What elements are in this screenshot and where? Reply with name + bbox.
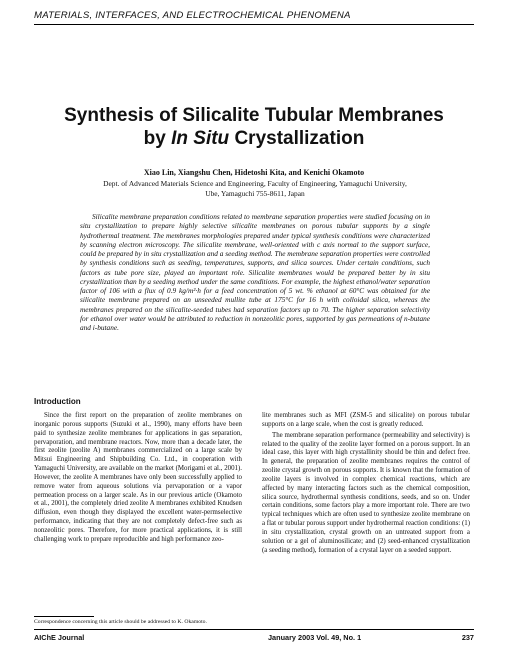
correspondence-footnote: Correspondence concerning this article should be addressed to K. Okamoto. xyxy=(34,619,207,625)
header-rule xyxy=(34,24,474,25)
title-line-1: Synthesis of Silicalite Tubular Membranes xyxy=(64,105,444,126)
title-end: Crystallization xyxy=(229,128,365,149)
author-list: Xiao Lin, Xiangshu Chen, Hidetoshi Kita, and Kenichi Okamoto xyxy=(143,168,365,177)
introduction-heading: Introduction xyxy=(34,397,81,406)
intro-paragraph-1-continued: lite membranes such as MFI (ZSM-5 and silicalite) on porous tubular supports on a large scale, when the cost is greatly reduced. xyxy=(262,412,470,428)
section-heading: MATERIALS, INTERFACES, AND ELECTROCHEMICAL PHENOMENA xyxy=(34,10,351,21)
abstract: Silicalite membrane preparation conditions related to membrane separation properties were studied focusing on in situ crystallization to prepare highly selective silicalite membranes on porous tubular supports by a single hydrothermal treatment. The membranes morphologies prepared under typical synthesis conditions were characterized by scanning electron microscopy. The silicalite membrane, well-oriented with c axis normal to the support surface, could be prepared by in situ crystallization and a seeding method. The membrane separation properties were controlled by synthesis conditions such as seeding, temperatures, supports, and silica sources. Under certain conditions, such factors as tube pore size, played an important role. Silicalite membranes would be prepared better by in situ crystallization than by a seeding method under the same conditions. For example, the highest ethanol/water separation factor of 106 with a flux of 0.9 kg/m²·h for a feed concentration of 5 wt. % ethanol at 60°C was obtained for the silicalite membrane prepared on an unseeded mullite tube at 175°C for 16 h with colloidal silica, whereas the membranes prepared on the silicalite-seeded tubes had separation factors up to 70. The higher separation selectivity for ethanol over water would be attributed to reduction in nonzeolitic pores, supported by gas permeations of n-butane and i-butane. xyxy=(80,212,430,332)
intro-paragraph-2: The membrane separation performance (permeability and selectivity) is related to the quality of the zeolite layer formed on a porous support. In an ideal case, this layer with high crystallinity should be thin and defect free. In general, the preparation of zeolite membranes requires the control of zeolite crystal growth on porous supports. It is known that the formation of zeolite layers is involved in complex chemical reactions, which are affected by many interacting factors such as the chemical composition, silica source, hydrothermal synthesis conditions, seeds, and so on. Under certain conditions, some factors play a more important role. There are two typical techniques which are often used to synthesize zeolite membrane on a flat or tubular porous support under hydrothermal reaction conditions: (1) in situ crystallization, crystal growth on an untreated support from a solution or a gel of aluminosilicate; and (2) seed-enhanced crystallization (a seeding method), formation of a crystal layer on a seeded support. xyxy=(262,431,470,554)
affiliation-line-1: Dept. of Advanced Materials Science and Engineering, Faculty of Engineering, Yamaguchi University, xyxy=(103,179,407,188)
left-column xyxy=(34,412,242,547)
affiliation-line-2: Ube, Yamaguchi 755-8611, Japan xyxy=(205,188,305,198)
title-by: by xyxy=(143,128,172,149)
page-footer xyxy=(34,633,474,644)
right-column xyxy=(262,412,470,558)
issue-info: January 2003 Vol. 49, No. 1 xyxy=(268,633,362,642)
footnote-rule xyxy=(34,616,94,617)
journal-name: AIChE Journal xyxy=(34,633,85,642)
affiliation xyxy=(70,179,440,198)
footer-rule xyxy=(34,629,474,630)
article-title xyxy=(34,104,474,150)
title-in-situ: In Situ xyxy=(171,128,230,149)
page-number: 237 xyxy=(461,633,474,642)
intro-paragraph-1: Since the first report on the preparation of zeolite membranes on inorganic porous supports (Suzuki et al., 1990), many efforts have been paid to synthesize zeolite membranes for applications in gas separation, pervaporation, and membrane reactors. Now, more than a decade later, the first zeolite (zeolite A) membranes commercialized on a large scale by Mitsui Engineering and Shipbuilding Co. Ltd., in cooperation with Yamaguchi University, are available on the market (Morigami et al., 2001). However, the zeolite A membranes have only been successfully applied to remove water from aqueous solutions via pervaporation or a vapor permeation process on a larger scale. As in our previous article (Okamoto et al., 2001), the completely dried zeolite A membranes exhibited Knudsen diffusion, even though they displayed the excellent water-permselective performance, indicating that they are not completely defect-free such as nonzeolitic pores. Therefore, for more practical applications, it is still challenging work to prepare reproducible and high performance zeo- xyxy=(34,412,242,543)
title-line-2 xyxy=(34,127,474,150)
